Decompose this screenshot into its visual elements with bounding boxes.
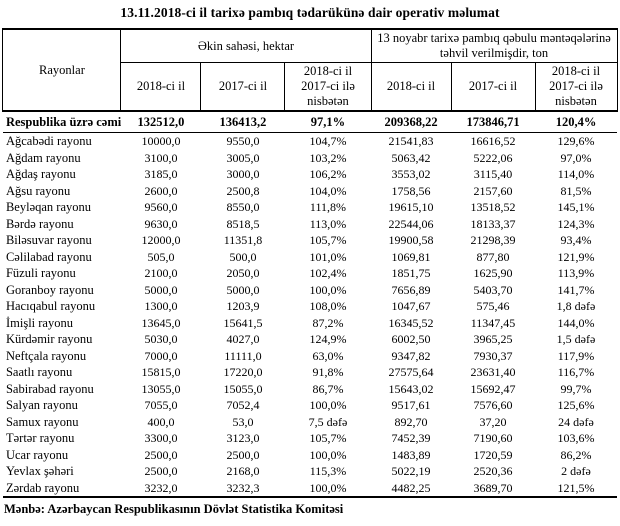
table-row <box>3 364 617 381</box>
value-cell: 2100,0 <box>144 266 178 280</box>
value-cell: 121,5% <box>535 480 617 498</box>
region-name: Füzuli rayonu <box>5 266 76 280</box>
table-row <box>3 183 617 200</box>
total-row-label: Respublika üzrə cəmi <box>3 111 121 133</box>
value-cell: 2600,0 <box>144 183 178 198</box>
value-cell: 9550,0 <box>226 134 260 148</box>
region-name: Cəlilabad rayonu <box>5 249 92 264</box>
value-cell: 8550,0 <box>226 200 260 214</box>
value-cell: 144,0% <box>557 315 595 330</box>
value-cell: 5403,70 <box>473 282 513 297</box>
table-row <box>3 166 617 183</box>
value-cell: 37,20 <box>479 414 507 429</box>
value-cell: 7055,0 <box>144 398 178 412</box>
region-name: Kürdəmir rayonu <box>5 332 93 346</box>
region-name: Ağdam rayonu <box>5 150 81 165</box>
region-name: Ucar rayonu <box>5 447 69 462</box>
value-cell: 81,5% <box>560 183 592 198</box>
value-cell: 15055,0 <box>223 381 263 396</box>
table-row <box>3 150 617 167</box>
total-cell: 209368,22 <box>371 111 451 133</box>
value-cell: 11347,45 <box>470 315 516 330</box>
region-name: Sabirabad rayonu <box>5 381 94 396</box>
value-cell: 7452,39 <box>391 431 431 445</box>
value-cell: 3300,0 <box>144 431 178 445</box>
value-cell: 7930,37 <box>473 348 513 363</box>
value-cell: 3689,70 <box>451 480 535 498</box>
region-name: Saatlı rayonu <box>5 365 73 379</box>
value-cell: 3965,25 <box>473 332 513 346</box>
region-name: Ağcabədi rayonu <box>5 134 92 148</box>
value-cell: 2500,8 <box>226 183 260 198</box>
value-cell: 16616,52 <box>470 134 516 148</box>
table-header <box>3 29 617 111</box>
region-name: Tərtər rayonu <box>5 431 75 445</box>
value-cell: 9560,0 <box>144 200 178 214</box>
cotton-procurement-table <box>2 28 617 498</box>
value-cell: 101,0% <box>309 249 347 264</box>
value-cell: 5030,0 <box>144 332 178 346</box>
table-body <box>3 111 617 497</box>
value-cell: 575,46 <box>476 299 510 313</box>
value-cell: 11351,8 <box>223 233 263 247</box>
value-cell: 1851,75 <box>391 266 431 280</box>
total-cell: 173846,71 <box>451 111 535 133</box>
value-cell: 2168,0 <box>226 464 260 478</box>
value-cell: 13518,52 <box>470 200 516 214</box>
value-cell: 1483,89 <box>391 447 431 462</box>
region-name: Hacıqabul rayonu <box>5 299 96 313</box>
value-cell: 105,7% <box>309 431 347 445</box>
value-cell: 7,5 dəfə <box>308 414 348 429</box>
value-cell: 129,6% <box>557 134 595 148</box>
value-cell: 111,8% <box>309 200 347 214</box>
total-cell: 132512,0 <box>121 111 201 133</box>
value-cell: 1047,67 <box>391 299 431 313</box>
total-row <box>3 111 617 133</box>
value-cell: 1,8 dəfə <box>556 299 596 313</box>
value-cell: 97,0% <box>560 150 592 165</box>
value-cell: 9630,0 <box>144 216 178 231</box>
table-row <box>3 133 617 150</box>
value-cell: 12000,0 <box>141 233 181 247</box>
value-cell: 3000,0 <box>226 167 260 181</box>
value-cell: 7576,60 <box>473 398 513 412</box>
table-row <box>3 414 617 431</box>
value-cell: 3232,3 <box>201 480 285 498</box>
value-cell: 23631,40 <box>470 365 516 379</box>
region-name: Zərdab rayonu <box>3 480 121 498</box>
value-cell: 100,0% <box>285 480 371 498</box>
value-cell: 15643,02 <box>388 381 434 396</box>
value-cell: 124,3% <box>557 216 595 231</box>
value-cell: 141,7% <box>557 282 595 297</box>
value-cell: 1300,0 <box>144 299 178 313</box>
value-cell: 13645,0 <box>141 315 181 330</box>
value-cell: 3123,0 <box>226 431 260 445</box>
value-cell: 99,7% <box>560 381 592 396</box>
value-cell: 21541,83 <box>388 134 434 148</box>
value-cell: 145,1% <box>557 200 595 214</box>
table-row <box>3 447 617 464</box>
table-row <box>3 348 617 365</box>
value-cell: 53,0 <box>232 414 254 429</box>
value-cell: 100,0% <box>309 398 347 412</box>
value-cell: 13055,0 <box>141 381 181 396</box>
sub-header-tons-2017: 2017-ci il <box>451 63 535 112</box>
value-cell: 91,8% <box>312 365 344 379</box>
value-cell: 2050,0 <box>226 266 260 280</box>
column-header-regions: Rayonlar <box>3 29 121 111</box>
value-cell: 113,9% <box>557 266 595 280</box>
sub-header-area-2018: 2018-ci il <box>121 63 201 112</box>
table-row <box>3 315 617 332</box>
region-name: İmişli rayonu <box>5 315 73 330</box>
value-cell: 100,0% <box>309 447 347 462</box>
total-cell: 120,4% <box>535 111 617 133</box>
value-cell: 2500,0 <box>226 447 260 462</box>
value-cell: 104,7% <box>309 134 347 148</box>
source-note: Mənbə: Azərbaycan Respublikasının Dövlət Statistika Komitəsi <box>4 502 344 516</box>
value-cell: 892,70 <box>394 414 428 429</box>
value-cell: 3005,0 <box>226 150 260 165</box>
region-name: Salyan rayonu <box>5 398 78 412</box>
value-cell: 5000,0 <box>144 282 178 297</box>
sub-header-tons-2018: 2018-ci il <box>371 63 451 112</box>
value-cell: 19900,58 <box>388 233 434 247</box>
value-cell: 877,80 <box>476 249 510 264</box>
value-cell: 16345,52 <box>388 315 434 330</box>
value-cell: 117,9% <box>557 348 595 363</box>
value-cell: 3553,02 <box>391 167 431 181</box>
value-cell: 4027,0 <box>226 332 260 346</box>
value-cell: 18133,37 <box>470 216 516 231</box>
table-row <box>3 331 617 348</box>
total-cell: 136413,2 <box>201 111 285 133</box>
value-cell: 104,0% <box>309 183 347 198</box>
value-cell: 2500,0 <box>144 447 178 462</box>
value-cell: 1203,9 <box>226 299 260 313</box>
value-cell: 7190,60 <box>473 431 513 445</box>
value-cell: 8518,5 <box>226 216 260 231</box>
value-cell: 19615,10 <box>388 200 434 214</box>
value-cell: 505,0 <box>147 249 175 264</box>
value-cell: 21298,39 <box>470 233 516 247</box>
region-name: Beyləqan rayonu <box>5 200 92 214</box>
value-cell: 113,0% <box>309 216 347 231</box>
region-name: Ağdaş rayonu <box>5 167 76 181</box>
value-cell: 108,0% <box>309 299 347 313</box>
value-cell: 125,6% <box>557 398 595 412</box>
value-cell: 103,2% <box>309 150 347 165</box>
total-cell: 97,1% <box>285 111 371 133</box>
value-cell: 103,6% <box>557 431 595 445</box>
value-cell: 27575,64 <box>388 365 434 379</box>
value-cell: 9517,61 <box>391 398 431 412</box>
region-name: Yevlax şəhəri <box>5 464 74 478</box>
value-cell: 86,2% <box>560 447 592 462</box>
table-row <box>3 249 617 266</box>
value-cell: 4482,25 <box>371 480 451 498</box>
value-cell: 124,9% <box>309 332 347 346</box>
table-row <box>3 463 617 480</box>
region-name: Bərdə rayonu <box>5 216 74 231</box>
value-cell: 9347,82 <box>391 348 431 363</box>
table-row <box>3 381 617 398</box>
value-cell: 115,3% <box>309 464 347 478</box>
value-cell: 15641,5 <box>223 315 263 330</box>
value-cell: 1625,90 <box>473 266 513 280</box>
value-cell: 114,0% <box>557 167 595 181</box>
value-cell: 3232,0 <box>121 480 201 498</box>
table-row <box>3 199 617 216</box>
value-cell: 24 dəfə <box>558 414 594 429</box>
value-cell: 3185,0 <box>144 167 178 181</box>
value-cell: 1069,81 <box>391 249 431 264</box>
region-name: Neftçala rayonu <box>5 348 87 363</box>
value-cell: 2520,36 <box>473 464 513 478</box>
value-cell: 87,2% <box>312 315 344 330</box>
value-cell: 5000,0 <box>226 282 260 297</box>
value-cell: 100,0% <box>309 282 347 297</box>
table-row <box>3 265 617 282</box>
value-cell: 15692,47 <box>470 381 516 396</box>
value-cell: 15815,0 <box>141 365 181 379</box>
table-row <box>3 216 617 233</box>
value-cell: 2500,0 <box>144 464 178 478</box>
value-cell: 1,5 dəfə <box>556 332 596 346</box>
value-cell: 500,0 <box>229 249 257 264</box>
value-cell: 2 dəfə <box>561 464 591 478</box>
table-row <box>3 232 617 249</box>
value-cell: 3100,0 <box>144 150 178 165</box>
value-cell: 121,9% <box>557 249 595 264</box>
region-name: Ağsu rayonu <box>5 183 71 198</box>
value-cell: 93,4% <box>560 233 592 247</box>
table-row <box>3 282 617 299</box>
table-row <box>3 298 617 315</box>
value-cell: 105,7% <box>309 233 347 247</box>
value-cell: 1758,56 <box>391 183 431 198</box>
region-name: Goranboy rayonu <box>5 282 94 297</box>
table-row <box>3 430 617 447</box>
value-cell: 400,0 <box>147 414 175 429</box>
table-row <box>3 480 617 498</box>
sub-header-area-2017: 2017-ci il <box>201 63 285 112</box>
page-title: 13.11.2018-ci il tarixə pambıq tədarükünə dair operativ məlumat <box>120 5 500 20</box>
group-header-delivered-tons: 13 noyabr tarixə pambıq qəbulu məntəqələrinə təhvil verilmişdir, ton <box>371 29 617 63</box>
sub-header-tons-ratio: 2018-ci il 2017-ci ilə nisbətən <box>535 63 617 112</box>
value-cell: 106,2% <box>309 167 347 181</box>
value-cell: 116,7% <box>557 365 595 379</box>
value-cell: 1720,59 <box>473 447 513 462</box>
value-cell: 7656,89 <box>391 282 431 297</box>
value-cell: 22544,06 <box>388 216 434 231</box>
value-cell: 2157,60 <box>473 183 513 198</box>
region-name: Samux rayonu <box>5 414 79 429</box>
value-cell: 10000,0 <box>141 134 181 148</box>
value-cell: 11111,0 <box>224 348 262 363</box>
value-cell: 7052,4 <box>226 398 260 412</box>
table-row <box>3 397 617 414</box>
group-header-sown-area: Əkin sahəsi, hektar <box>121 29 371 63</box>
value-cell: 17220,0 <box>223 365 263 379</box>
value-cell: 5022,19 <box>391 464 431 478</box>
value-cell: 63,0% <box>312 348 344 363</box>
value-cell: 86,7% <box>312 381 344 396</box>
value-cell: 102,4% <box>309 266 347 280</box>
value-cell: 3115,40 <box>473 167 513 181</box>
region-name: Biləsuvar rayonu <box>5 233 92 247</box>
value-cell: 5063,42 <box>391 150 431 165</box>
sub-header-area-ratio: 2018-ci il 2017-ci ilə nisbətən <box>285 63 371 112</box>
value-cell: 7000,0 <box>144 348 178 363</box>
value-cell: 6002,50 <box>391 332 431 346</box>
value-cell: 5222,06 <box>473 150 513 165</box>
